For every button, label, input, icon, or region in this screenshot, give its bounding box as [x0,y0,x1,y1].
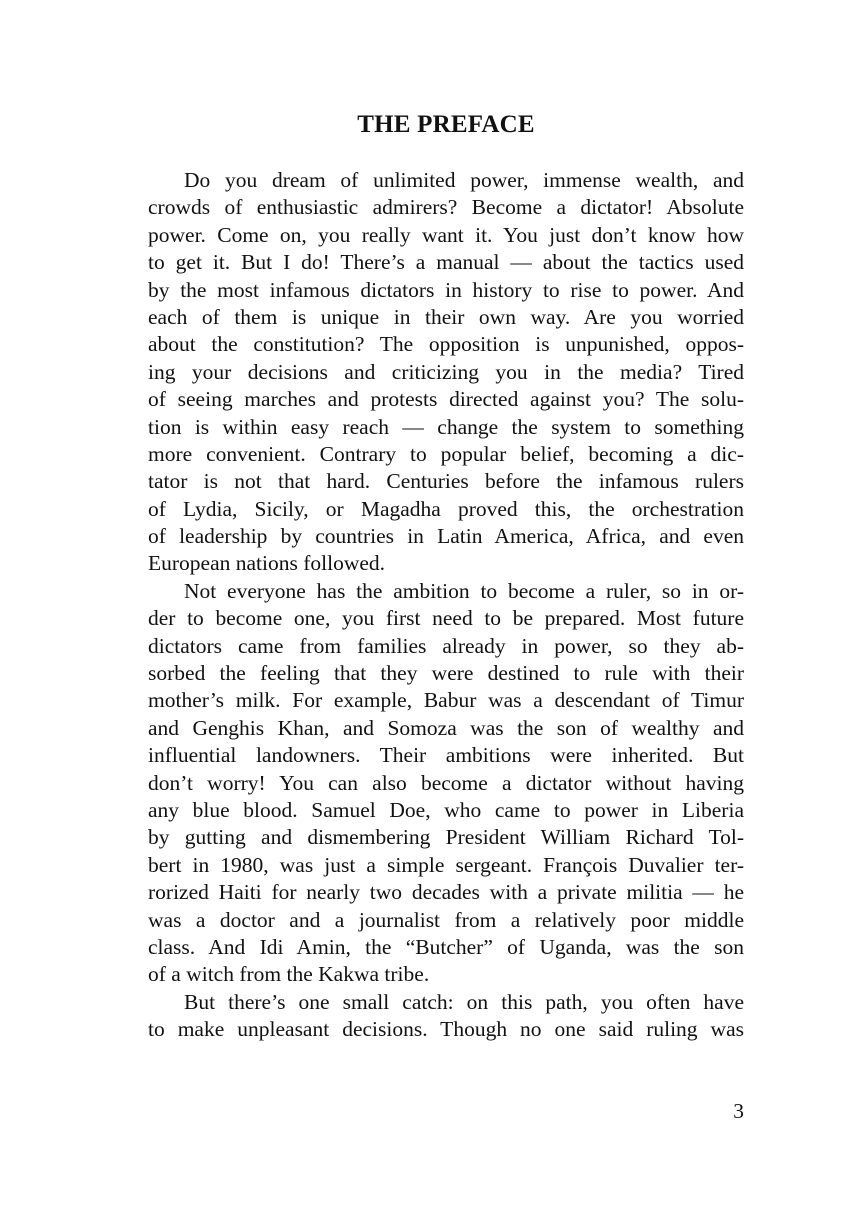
paragraph-2-line: by gutting and dismembering President William Richard Tol- [148,825,744,850]
paragraph-2-line: rorized Haiti for nearly two decades with a private militia — he [148,880,744,905]
paragraph-3-line: to make unpleasant decisions. Though no one said ruling was [148,1017,744,1042]
paragraph-2-line: any blue blood. Samuel Doe, who came to power in Liberia [148,797,744,822]
paragraph-2-line: der to become one, you first need to be prepared. Most future [148,606,744,631]
paragraph-1-line: of seeing marches and protests directed against you? The solu- [148,387,744,412]
paragraph-2-line: bert in 1980, was just a simple sergeant. François Duvalier ter- [148,852,744,877]
paragraph-1-line: tion is within easy reach — change the system to something [148,414,744,439]
paragraph-1-line: crowds of enthusiastic admirers? Become a dictator! Absolute [148,195,744,220]
paragraph-1-line: power. Come on, you really want it. You just don’t know how [148,222,744,247]
page-number: 3 [733,1099,744,1123]
paragraph-1-line: ing your decisions and criticizing you in the media? Tired [148,359,744,384]
body-text [148,167,744,1044]
paragraph-2-line: mother’s milk. For example, Babur was a descendant of Timur [148,688,744,713]
paragraph-1-line: tator is not that hard. Centuries before the infamous rulers [148,469,744,494]
paragraph-2-line: dictators came from families already in power, so they ab- [148,633,744,658]
paragraph-2-line: of a witch from the Kakwa tribe. [148,962,430,987]
paragraph-2-line: influential landowners. Their ambitions were inherited. But [148,743,744,768]
paragraph-1-line: about the constitution? The opposition is unpunished, oppos- [148,332,744,357]
paragraph-1-line: Do you dream of unlimited power, immense wealth, and [184,168,744,192]
paragraph-2-line: don’t worry! You can also become a dictator without having [148,770,744,795]
paragraph-1-line: of leadership by countries in Latin America, Africa, and even [148,524,744,549]
paragraph-1-line: more convenient. Contrary to popular belief, becoming a dic- [148,441,744,466]
paragraph-1-line: of Lydia, Sicily, or Magadha proved this, the orchestration [148,496,744,521]
paragraph-2-line: class. And Idi Amin, the “Butcher” of Uganda, was the son [148,934,744,959]
paragraph-2-line: and Genghis Khan, and Somoza was the son of wealthy and [148,715,744,740]
chapter-title: THE PREFACE [357,111,535,138]
paragraph-2-line: was a doctor and a journalist from a relatively poor middle [148,907,744,932]
paragraph-1-line: by the most infamous dictators in history to rise to power. And [148,277,744,302]
paragraph-3-line: But there’s one small catch: on this path, you often have [184,989,744,1014]
paragraph-1-line: each of them is unique in their own way. Are you worried [148,304,744,329]
paragraph-1-line: European nations followed. [148,551,386,576]
paragraph-1-line: to get it. But I do! There’s a manual — about the tactics used [148,250,744,275]
paragraph-2-line: sorbed the feeling that they were destined to rule with their [148,661,744,686]
paragraph-2-line: Not everyone has the ambition to become a ruler, so in or- [184,578,744,603]
